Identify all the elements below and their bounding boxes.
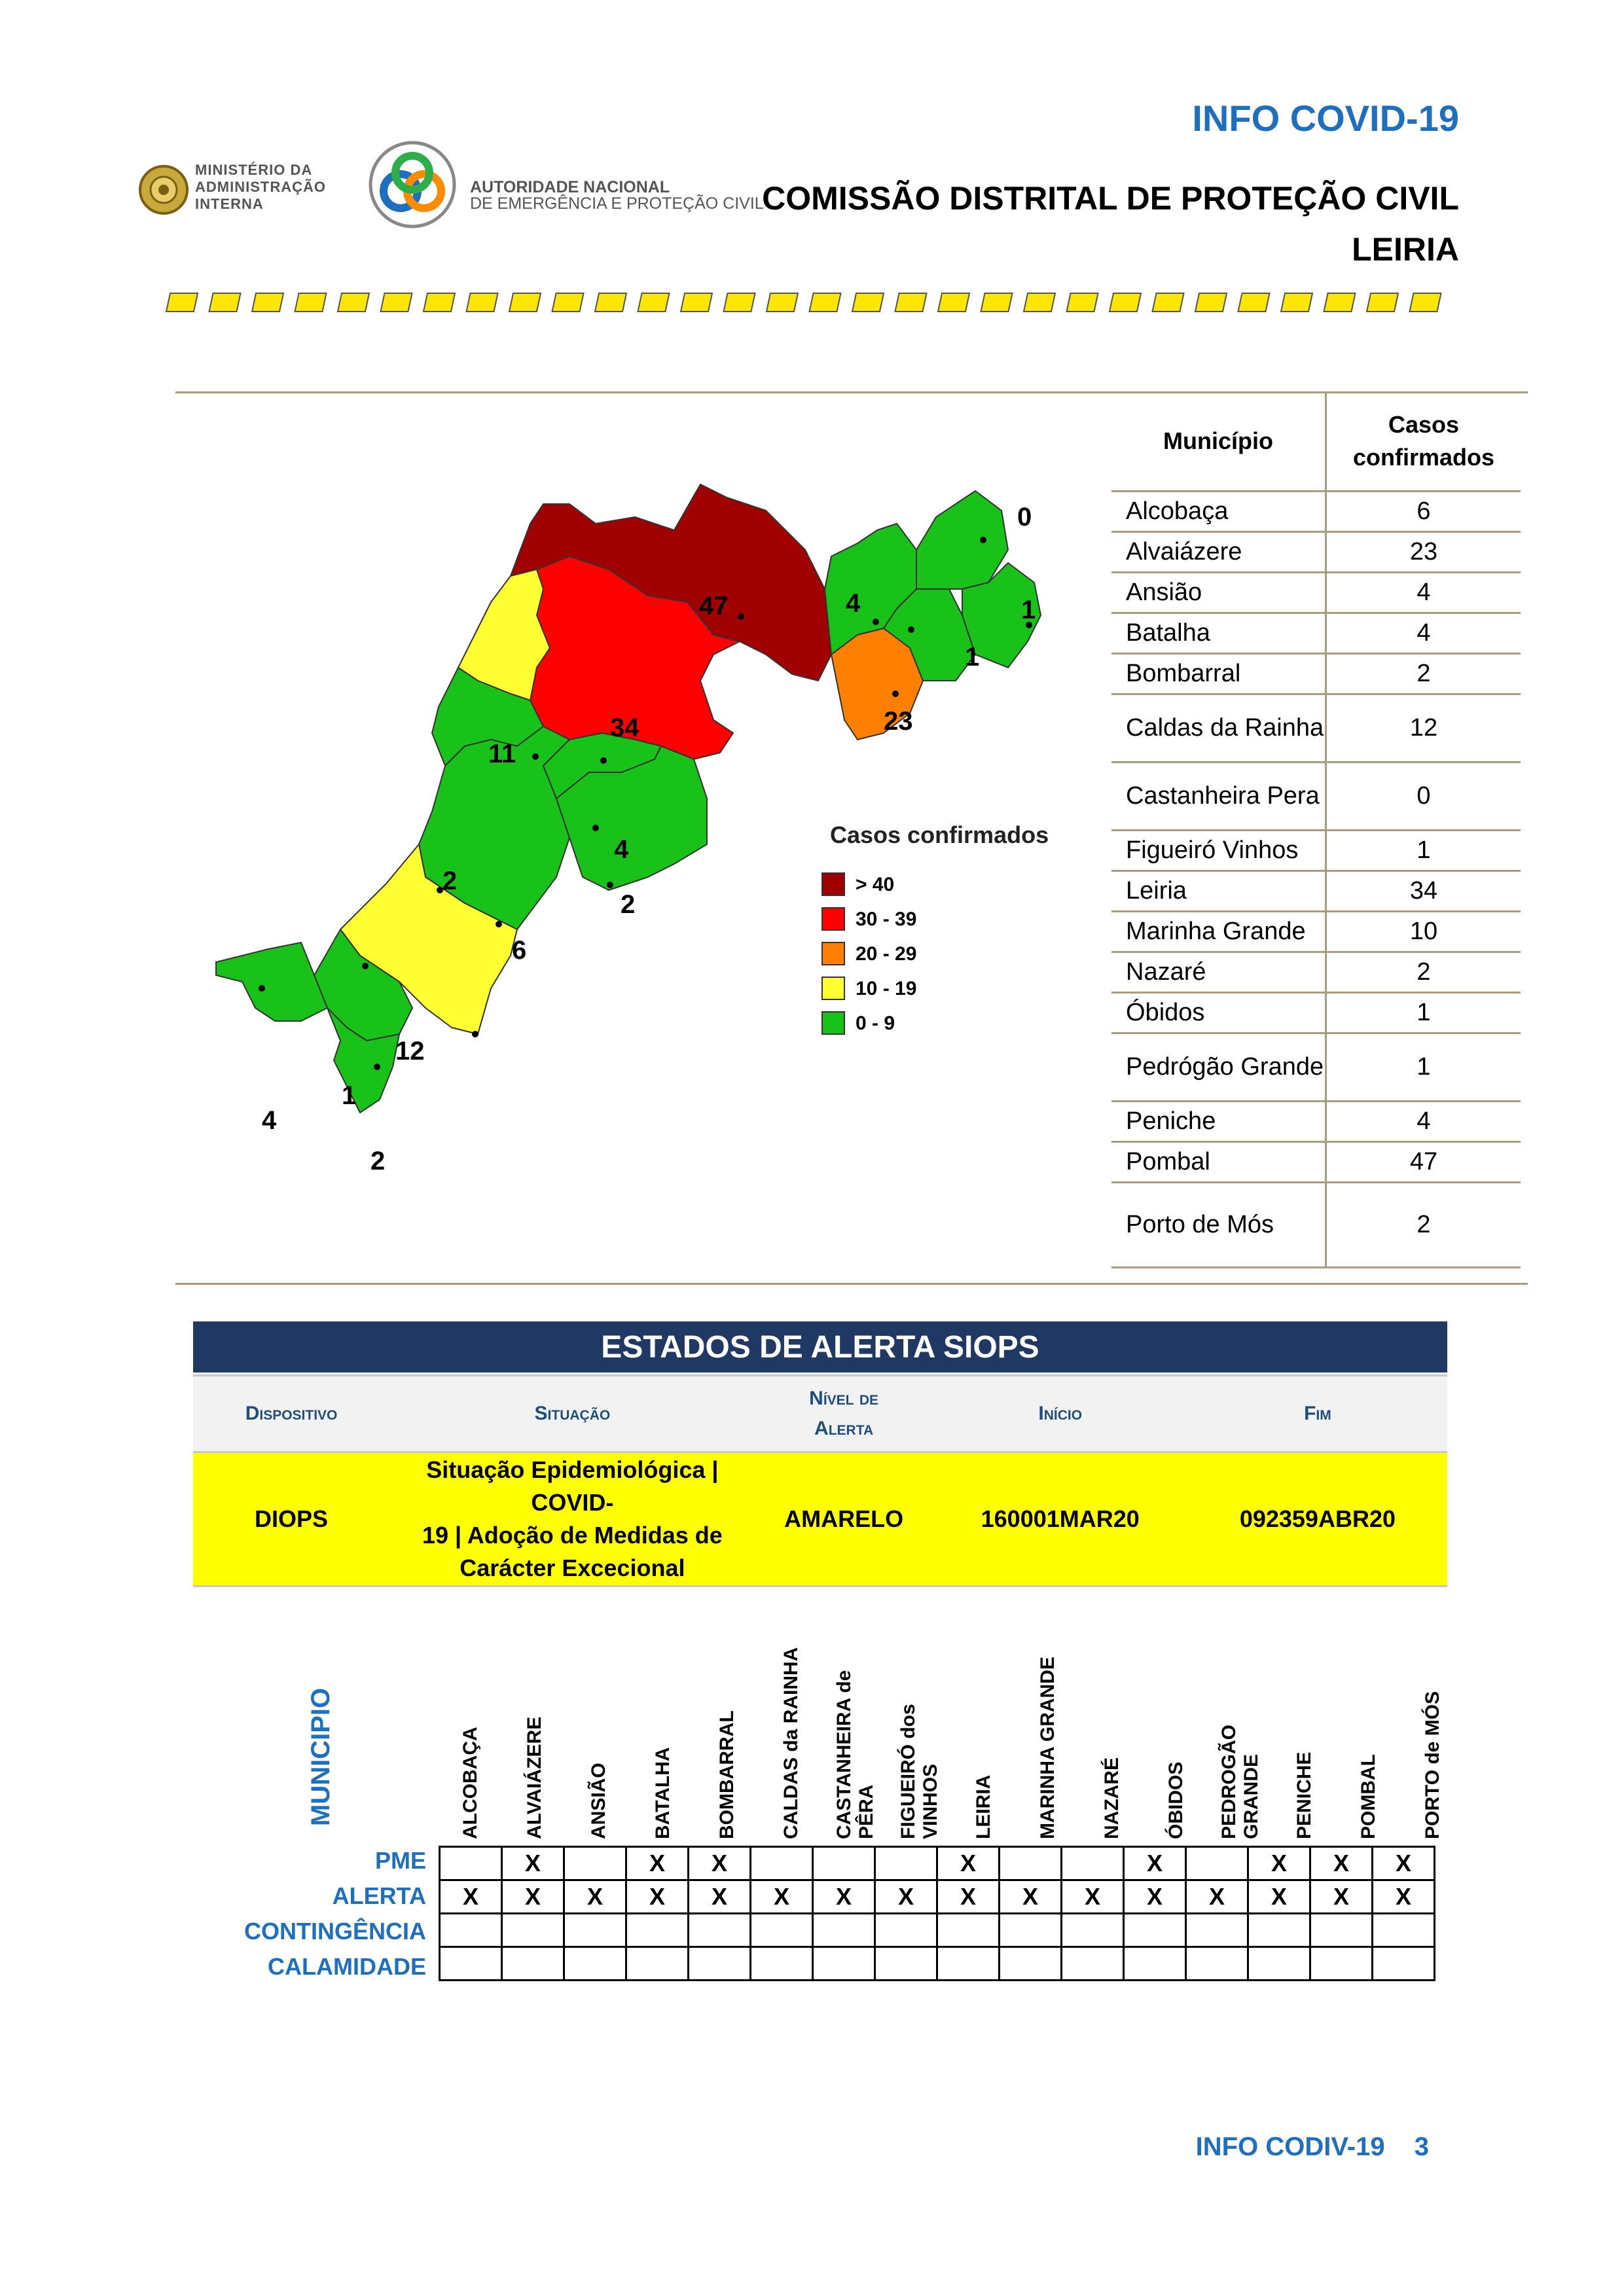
cell-situacao: Situação Epidemiológica | COVID- 19 | Adoção de Medidas de Carácter Excecional <box>389 1452 755 1587</box>
matrix-column-header: ALVAIÁZERE <box>524 1716 545 1839</box>
stripe-segment <box>381 293 412 312</box>
matrix-cell <box>751 1914 813 1947</box>
matrix-cell: X <box>1373 1847 1435 1880</box>
subtitle-line1: COMISSÃO DISTRITAL DE PROTEÇÃO CIVIL <box>762 180 1459 217</box>
matrix-cell <box>813 1947 875 1981</box>
matrix-row <box>440 1914 1435 1947</box>
cases-table <box>1111 393 1521 1268</box>
matrix-cell <box>1124 1947 1186 1981</box>
stripe-segment <box>1238 293 1270 312</box>
casos-value: 4 <box>1326 572 1521 613</box>
matrix-cell <box>1124 1914 1186 1947</box>
matrix-cell <box>1310 1914 1373 1947</box>
mai-seal-icon <box>137 164 190 216</box>
municipio-name: Peniche <box>1111 1101 1326 1141</box>
table-row <box>1111 1182 1521 1267</box>
matrix-column-header: POMBAL <box>1358 1754 1379 1839</box>
table-row <box>1111 992 1521 1033</box>
municipio-name: Óbidos <box>1111 992 1326 1033</box>
matrix-cell <box>875 1847 937 1880</box>
municipio-name: Bombarral <box>1111 653 1326 694</box>
anepc-logo-icon <box>367 139 458 230</box>
legend-label: 0 - 9 <box>856 1013 895 1034</box>
footer <box>1196 2132 1429 2162</box>
casos-value: 47 <box>1326 1141 1521 1182</box>
matrix-cell <box>813 1847 875 1880</box>
map-label-bombarral: 2 <box>370 1147 386 1175</box>
casos-value: 2 <box>1326 1182 1521 1267</box>
matrix-cell <box>502 1947 564 1981</box>
matrix-cell <box>502 1914 564 1947</box>
matrix-cell: X <box>937 1847 1000 1880</box>
table-row <box>1111 531 1521 572</box>
matrix-cell: X <box>1186 1880 1248 1914</box>
casos-value: 23 <box>1326 531 1521 572</box>
cell-nivel: AMARELO <box>755 1452 933 1587</box>
stripe-segment <box>895 293 927 312</box>
municipio-name: Castanheira Pera <box>1111 762 1326 830</box>
matrix-cell: X <box>1373 1880 1435 1914</box>
col-nivel: Nível de Alerta <box>755 1376 933 1452</box>
matrix-cell <box>937 1947 1000 1981</box>
cell-fim: 092359ABR20 <box>1188 1452 1447 1587</box>
legend-label: 30 - 39 <box>856 908 917 930</box>
municipio-name: Porto de Mós <box>1111 1182 1326 1267</box>
matrix-cell <box>1310 1947 1373 1981</box>
stripe-segment <box>1324 293 1356 312</box>
stripe-segment <box>424 293 455 312</box>
casos-value: 10 <box>1326 911 1521 952</box>
matrix-cell: X <box>1310 1847 1373 1880</box>
matrix-cell: X <box>875 1880 937 1914</box>
municipio-name: Leiria <box>1111 870 1326 911</box>
stripe-segment <box>595 293 626 312</box>
anepc-logo-text: AUTORIDADE NACIONAL DE EMERGÊNCIA E PROTEÇÃO CIVIL <box>470 178 764 213</box>
casos-value: 4 <box>1326 1101 1521 1141</box>
matrix-cell <box>1373 1947 1435 1981</box>
map-label-alvaiazere: 23 <box>884 707 913 736</box>
legend-label: 20 - 29 <box>856 943 917 965</box>
municipio-axis-label: MUNICIPIO <box>306 1687 335 1826</box>
matrix-column-header: ALCOBAÇA <box>460 1727 481 1839</box>
table-row <box>1111 613 1521 653</box>
matrix-cell: X <box>564 1880 626 1914</box>
matrix-cell <box>751 1847 813 1880</box>
cell-inicio: 160001MAR20 <box>933 1452 1188 1587</box>
matrix-cell <box>1186 1847 1248 1880</box>
map-label-batalha: 4 <box>614 835 629 864</box>
matrix-row-label: ALERTA <box>332 1882 426 1909</box>
matrix-cell: X <box>751 1880 813 1914</box>
matrix-cell <box>1000 1914 1062 1947</box>
casos-value: 12 <box>1326 694 1521 762</box>
stripe-segment <box>1024 293 1055 312</box>
matrix-cell: X <box>1062 1880 1124 1914</box>
table-row <box>1111 1033 1521 1101</box>
matrix-cell <box>1000 1847 1062 1880</box>
legend-swatch <box>821 872 845 896</box>
matrix-column-header: PORTO de MÓS <box>1422 1691 1443 1839</box>
page-number: 3 <box>1414 2132 1429 2161</box>
municipio-name: Alvaiázere <box>1111 531 1326 572</box>
casos-value: 6 <box>1326 491 1521 531</box>
matrix-cell: X <box>1124 1847 1186 1880</box>
municipio-name: Ansião <box>1111 572 1326 613</box>
matrix-cell: X <box>1248 1880 1310 1914</box>
matrix-cell: X <box>1124 1880 1186 1914</box>
matrix-cell <box>813 1914 875 1947</box>
legend-swatch <box>821 907 845 931</box>
matrix-cell: X <box>813 1880 875 1914</box>
matrix-column-header: BATALHA <box>652 1747 674 1839</box>
footer-text: INFO CODIV-19 <box>1195 2132 1385 2161</box>
matrix-cell <box>440 1914 502 1947</box>
stripe-segment <box>1153 293 1184 312</box>
matrix-cell: X <box>502 1847 564 1880</box>
matrix-cell: X <box>1310 1880 1373 1914</box>
matrix-column-header: LEIRIA <box>973 1774 994 1839</box>
stripe-segment <box>209 293 241 312</box>
matrix-cell: X <box>626 1847 689 1880</box>
matrix-row-label: CALAMIDADE <box>268 1953 426 1980</box>
matrix-cell <box>626 1947 689 1981</box>
table-row <box>1111 491 1521 531</box>
casos-value: 1 <box>1326 1033 1521 1101</box>
subtitle-line2: LEIRIA <box>1352 231 1459 268</box>
stripe-segment <box>338 293 369 312</box>
matrix-cell <box>1062 1847 1124 1880</box>
table-row <box>1111 762 1521 830</box>
map-label-nazare: 2 <box>442 867 458 895</box>
stripe-segment <box>1410 293 1441 312</box>
matrix-cell <box>564 1847 626 1880</box>
stripe-segment <box>1067 293 1098 312</box>
map-label-castanheira: 0 <box>1017 503 1032 531</box>
matrix-row <box>440 1880 1435 1914</box>
casos-value: 1 <box>1326 830 1521 870</box>
cell-dispositivo: DIOPS <box>193 1452 389 1587</box>
matrix-column-header: ANSIÃO <box>588 1763 609 1839</box>
casos-value: 0 <box>1326 762 1521 830</box>
map-label-leiria: 34 <box>610 713 640 742</box>
map-region-peniche <box>216 942 327 1021</box>
matrix-column-header: ÓBIDOS <box>1165 1761 1187 1839</box>
matrix-cell: X <box>626 1880 689 1914</box>
legend-title: Casos confirmados <box>830 821 1049 848</box>
matrix-cell <box>937 1914 1000 1947</box>
col-situacao: Situação <box>389 1376 755 1452</box>
matrix-cell <box>751 1947 813 1981</box>
map-label-pombal: 47 <box>699 592 729 620</box>
siops-table <box>193 1374 1447 1587</box>
casos-value: 1 <box>1326 992 1521 1033</box>
municipio-name: Figueiró Vinhos <box>1111 830 1326 870</box>
stripe-segment <box>638 293 670 312</box>
table-row <box>1111 830 1521 870</box>
matrix-column-header: PENICHE <box>1293 1751 1315 1839</box>
stripe-segment <box>1367 293 1398 312</box>
siops-title: ESTADOS DE ALERTA SIOPS <box>193 1321 1447 1372</box>
map-label-marinha-grande: 11 <box>488 740 516 768</box>
matrix-cell <box>1186 1914 1248 1947</box>
status-matrix <box>439 1846 1435 1981</box>
matrix-cell <box>875 1914 937 1947</box>
header-municipio: Município <box>1111 393 1326 491</box>
stripe-segment <box>724 293 755 312</box>
matrix-cell: X <box>689 1880 751 1914</box>
municipio-name: Pombal <box>1111 1141 1326 1182</box>
page-subtitle <box>762 173 1459 275</box>
stripe-segment <box>467 293 498 312</box>
matrix-row <box>440 1947 1435 1981</box>
matrix-cell: X <box>689 1847 751 1880</box>
stripe-segment <box>1281 293 1312 312</box>
matrix-cell <box>1062 1914 1124 1947</box>
map-label-alcobaca: 6 <box>512 936 527 965</box>
map-label-caldas: 12 <box>395 1037 425 1066</box>
map-region-castanheira <box>916 491 1008 589</box>
matrix-cell <box>689 1947 751 1981</box>
matrix-cell <box>440 1847 502 1880</box>
municipio-name: Marinha Grande <box>1111 911 1326 952</box>
stripe-segment <box>810 293 841 312</box>
municipio-name: Pedrógão Grande <box>1111 1033 1326 1101</box>
table-row <box>1111 870 1521 911</box>
matrix-cell <box>1248 1914 1310 1947</box>
stripe-segment <box>1195 293 1227 312</box>
matrix-column-header: BOMBARRAL <box>716 1710 738 1839</box>
map-label-porto-de-mos: 2 <box>621 890 636 919</box>
matrix-cell: X <box>1248 1847 1310 1880</box>
matrix-cell <box>875 1947 937 1981</box>
stripe-segment <box>767 293 798 312</box>
table-row <box>1111 911 1521 952</box>
matrix-cell <box>564 1914 626 1947</box>
matrix-column-header: PEDROGÃO GRANDE <box>1218 1724 1262 1839</box>
matrix-cell <box>1000 1947 1062 1981</box>
table-row <box>1111 952 1521 992</box>
municipio-name: Nazaré <box>1111 952 1326 992</box>
col-fim: Fim <box>1188 1376 1447 1452</box>
stripe-segment <box>1110 293 1141 312</box>
table-row <box>1111 1141 1521 1182</box>
table-row <box>1111 694 1521 762</box>
mai-logo-text: MINISTÉRIO DA ADMINISTRAÇÃO INTERNA <box>195 162 326 212</box>
casos-value: 34 <box>1326 870 1521 911</box>
municipio-name: Caldas da Rainha <box>1111 694 1326 762</box>
matrix-row-label: CONTINGÊNCIA <box>244 1918 426 1945</box>
matrix-column-header: CASTANHEIRA de PÊRA <box>833 1670 877 1839</box>
matrix-cell <box>1248 1947 1310 1981</box>
legend-label: > 40 <box>856 874 895 895</box>
matrix-cell <box>1373 1914 1435 1947</box>
stripe-segment <box>981 293 1013 312</box>
matrix-cell <box>689 1914 751 1947</box>
table-row <box>1111 653 1521 694</box>
stripe-segment <box>252 293 283 312</box>
legend-swatch <box>821 1011 845 1035</box>
casos-value: 4 <box>1326 613 1521 653</box>
siops-row <box>193 1452 1447 1587</box>
matrix-cell <box>564 1947 626 1981</box>
matrix-cell: X <box>440 1880 502 1914</box>
yellow-stripe-divider <box>164 292 1447 313</box>
matrix-cell: X <box>1000 1880 1062 1914</box>
stripe-segment <box>509 293 541 312</box>
matrix-cell: X <box>937 1880 1000 1914</box>
table-row <box>1111 1101 1521 1141</box>
stripe-segment <box>552 293 584 312</box>
matrix-cell <box>440 1947 502 1981</box>
col-inicio: Início <box>933 1376 1188 1452</box>
municipio-name: Alcobaça <box>1111 491 1326 531</box>
legend-swatch <box>821 942 845 965</box>
matrix-row-label: PME <box>374 1847 426 1874</box>
matrix-cell <box>626 1914 689 1947</box>
matrix-cell <box>1062 1947 1124 1981</box>
matrix-column-header: NAZARÉ <box>1101 1757 1123 1839</box>
matrix-cell <box>1186 1947 1248 1981</box>
legend-swatch <box>821 977 845 1000</box>
stripe-segment <box>295 293 327 312</box>
map-label-peniche: 4 <box>262 1106 277 1135</box>
col-dispositivo: Dispositivo <box>193 1376 389 1452</box>
header-casos: Casos confirmados <box>1326 393 1521 491</box>
map-label-obidos: 1 <box>342 1081 357 1110</box>
page-title: INFO COVID-19 <box>1192 98 1459 139</box>
matrix-column-header: CALDAS da RAINHA <box>780 1647 802 1839</box>
matrix-column-header: MARINHA GRANDE <box>1037 1657 1058 1839</box>
matrix-column-header: FIGUEIRÓ dos VINHOS <box>897 1704 941 1839</box>
matrix-cell: X <box>502 1880 564 1914</box>
casos-value: 2 <box>1326 653 1521 694</box>
stripe-segment <box>938 293 969 312</box>
map-label-figueiro: 1 <box>965 643 980 672</box>
table-row <box>1111 572 1521 613</box>
casos-value: 2 <box>1326 952 1521 992</box>
map-label-pedrogao: 1 <box>1021 596 1036 624</box>
stripe-segment <box>166 293 198 312</box>
map-label-ansiao: 4 <box>846 589 861 618</box>
legend-label: 10 - 19 <box>856 978 917 999</box>
municipio-name: Batalha <box>1111 613 1326 653</box>
matrix-row <box>440 1847 1435 1880</box>
stripe-segment <box>681 293 712 312</box>
stripe-segment <box>852 293 884 312</box>
section-bottom-rule <box>175 1283 1528 1285</box>
